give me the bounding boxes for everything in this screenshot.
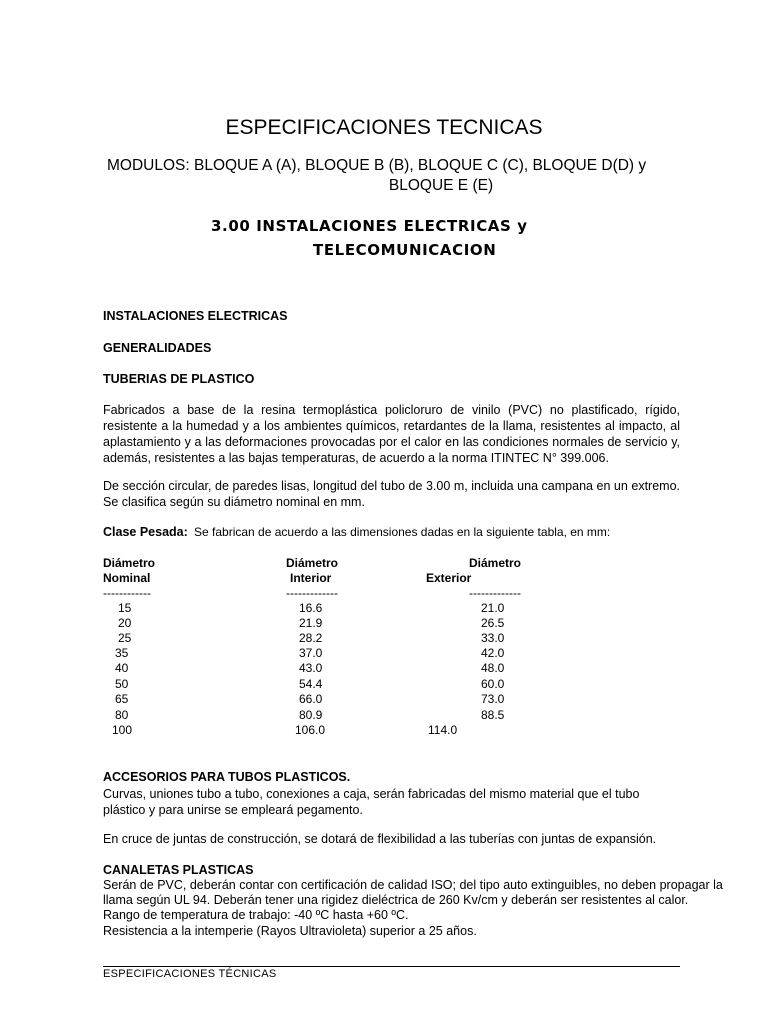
section-title-line-2: TELECOMUNICACION <box>313 241 497 259</box>
table-cell-interior: 21.9 <box>299 616 323 630</box>
table-cell-exterior: 73.0 <box>481 692 505 706</box>
canaletas-line-2: llama según UL 94. Deberán tener una rigidez dieléctrica de 260 Kv/cm y deberán ser resistentes al calor. <box>103 893 689 907</box>
table-cell-nominal: 35 <box>115 646 129 660</box>
heading-generalidades: GENERALIDADES <box>103 341 212 355</box>
table-header-nominal-2: Nominal <box>103 571 151 585</box>
table-cell-exterior: 26.5 <box>481 616 505 630</box>
table-header-exterior-2: Exterior <box>426 571 472 585</box>
table-cell-nominal: 65 <box>115 692 129 706</box>
table-cell-interior: 80.9 <box>299 708 323 722</box>
canaletas-line-4: Resistencia a la intemperie (Rayos Ultravioleta) superior a 25 años. <box>103 924 477 938</box>
table-cell-exterior: 114.0 <box>428 723 458 737</box>
heading-canaletas: CANALETAS PLASTICAS <box>103 863 254 877</box>
table-cell-interior: 66.0 <box>299 692 323 706</box>
table-cell-nominal: 40 <box>115 661 129 675</box>
table-header-interior-1: Diámetro <box>286 556 339 570</box>
table-header-interior-2: Interior <box>290 571 332 585</box>
table-header-exterior-1: Diámetro <box>469 556 522 570</box>
modules-line-2: BLOQUE E (E) <box>388 177 494 194</box>
table-cell-exterior: 42.0 <box>481 646 505 660</box>
paragraph-fabricados: Fabricados a base de la resina termoplástica policloruro de vinilo (PVC) no plastificado, rígido, resistente a la humedad y a los ambientes químicos, retardantes de la llama, resistentes al impacto, al aplastamiento y a las deformaciones provocadas por el calor en las condiciones normales de servicio y, además, resistentes a las bajas temperaturas, de acuerdo a la norma ITINTEC N° 399.006. <box>103 403 680 465</box>
clase-pesada-text: Se fabrican de acuerdo a las dimensiones dadas en la siguiente tabla, en mm: <box>194 525 611 539</box>
document-title: ESPECIFICACIONES TECNICAS <box>225 116 543 139</box>
table-cell-nominal: 100 <box>112 723 133 737</box>
table-cell-nominal: 25 <box>118 631 132 645</box>
canaletas-line-1: Serán de PVC, deberán contar con certificación de calidad ISO; del tipo auto extinguibles, no deben propagar la <box>103 878 723 892</box>
table-separator-interior: ------------- <box>286 586 338 600</box>
modules-line-1: MODULOS: BLOQUE A (A), BLOQUE B (B), BLOQUE C (C), BLOQUE D(D) y <box>107 157 647 174</box>
paragraph-seccion-circular: De sección circular, de paredes lisas, longitud del tubo de 3.00 m, incluida una campana en un extremo. Se clasifica según su diámetro nominal en mm. <box>103 479 680 509</box>
table-cell-nominal: 50 <box>115 677 129 691</box>
table-separator-exterior: ------------- <box>469 586 521 600</box>
table-cell-nominal: 20 <box>118 616 132 630</box>
table-cell-interior: 43.0 <box>299 661 323 675</box>
table-cell-nominal: 15 <box>118 601 132 615</box>
table-cell-interior: 37.0 <box>299 646 323 660</box>
paragraph-cruce-juntas: En cruce de juntas de construcción, se dotará de flexibilidad a las tuberías con juntas de expansión. <box>103 832 657 846</box>
heading-instalaciones-electricas: INSTALACIONES ELECTRICAS <box>103 309 288 323</box>
table-header-nominal-1: Diámetro <box>103 556 156 570</box>
paragraph-accesorios: Curvas, uniones tubo a tubo, conexiones a caja, serán fabricadas del mismo material que el tubo plástico y para unirse se empleará pegamento. <box>103 787 640 817</box>
table-cell-exterior: 33.0 <box>481 631 505 645</box>
table-cell-exterior: 48.0 <box>481 661 505 675</box>
table-cell-exterior: 88.5 <box>481 708 505 722</box>
table-cell-exterior: 60.0 <box>481 677 505 691</box>
section-title-line-1: 3.00 INSTALACIONES ELECTRICAS y <box>211 217 528 235</box>
footer-text: ESPECIFICACIONES TÉCNICAS <box>103 968 277 980</box>
clase-pesada-label: Clase Pesada: <box>103 525 188 539</box>
footer-rule <box>103 966 680 967</box>
table-cell-exterior: 21.0 <box>481 601 505 615</box>
heading-tuberias-de-plastico: TUBERIAS DE PLASTICO <box>103 372 255 386</box>
table-cell-interior: 106.0 <box>295 723 326 737</box>
heading-accesorios: ACCESORIOS PARA TUBOS PLASTICOS. <box>103 770 351 784</box>
table-separator-nominal: ------------ <box>103 586 151 600</box>
table-cell-interior: 28.2 <box>299 631 323 645</box>
table-cell-nominal: 80 <box>115 708 129 722</box>
canaletas-line-3: Rango de temperatura de trabajo: -40 ºC hasta +60 ºC. <box>103 908 409 922</box>
table-cell-interior: 16.6 <box>299 601 323 615</box>
table-cell-interior: 54.4 <box>299 677 323 691</box>
